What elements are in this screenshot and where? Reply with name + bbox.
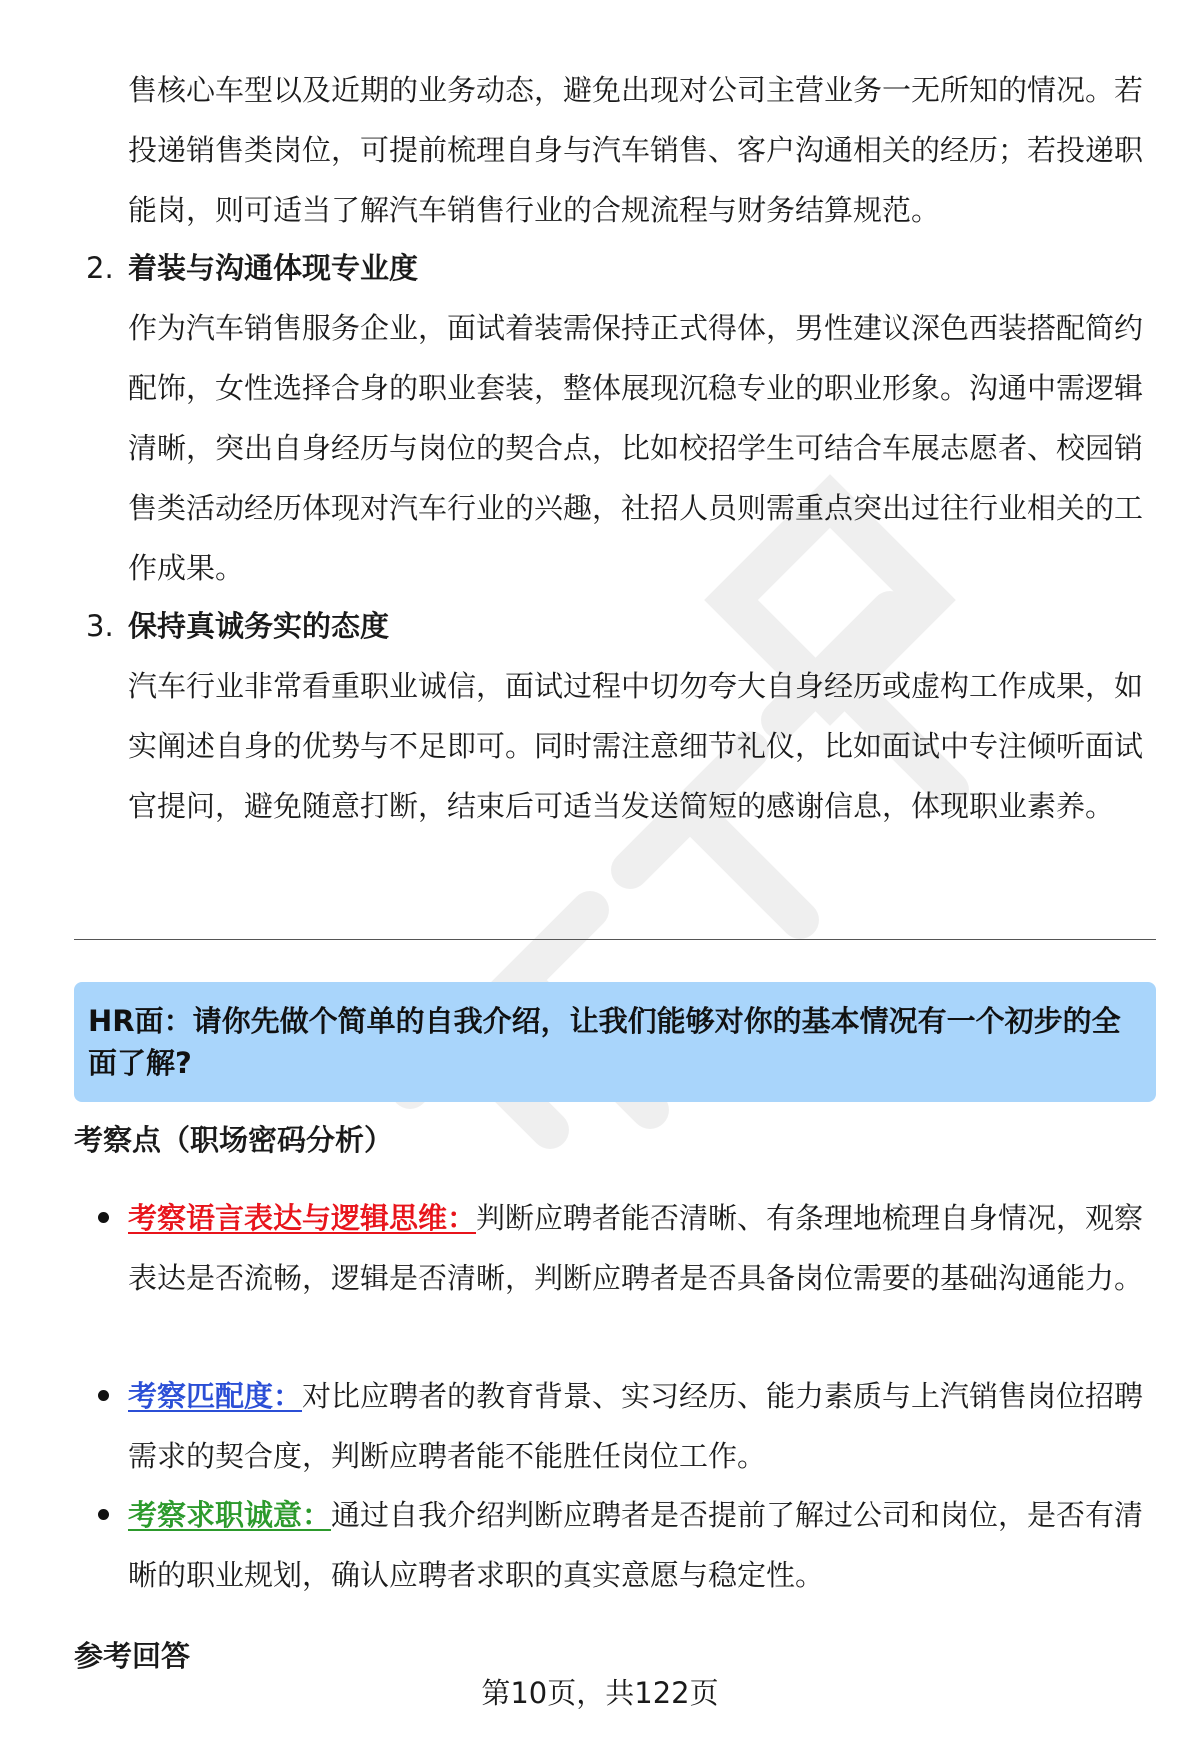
tip-number: 2. xyxy=(86,251,114,285)
exam-point-text: 对比应聘者的教育背景、实习经历、能力素质与上汽销售岗位招聘需求的契合度，判断应聘者能不能胜任岗位工作。 xyxy=(128,1379,1144,1473)
page-number: 第10页，共122页 xyxy=(481,1676,719,1710)
tip-number: 3. xyxy=(86,609,114,643)
intro-paragraph: 售核心车型以及近期的业务动态，避免出现对公司主营业务一无所知的情况。若投递销售类岗位，可提前梳理自身与汽车销售、客户沟通相关的经历；若投递职能岗，则可适当了解汽车销售行业的合规流程与财务结算规范。 xyxy=(128,73,1144,227)
exam-point-keyword: 考察语言表达与逻辑思维： xyxy=(128,1201,477,1235)
exam-point-text: 通过自我介绍判断应聘者是否提前了解过公司和岗位，是否有清晰的职业规划，确认应聘者求职的真实意愿与稳定性。 xyxy=(128,1498,1144,1592)
tip-heading: 保持真诚务实的态度 xyxy=(128,609,390,643)
reference-answer-heading: 参考回答 xyxy=(74,1639,191,1673)
tip-item-2 xyxy=(86,238,1146,298)
exam-point-keyword: 考察求职诚意： xyxy=(128,1498,332,1532)
exam-point-item xyxy=(98,1188,1146,1308)
interview-question: HR面：请你先做个简单的自我介绍，让我们能够对你的基本情况有一个初步的全面了解? xyxy=(88,1004,1121,1080)
exam-point-text: 判断应聘者能否清晰、有条理地梳理自身情况，观察表达是否流畅，逻辑是否清晰，判断应聘者是否具备岗位需要的基础沟通能力。 xyxy=(128,1201,1144,1295)
bullet-icon xyxy=(98,1485,128,1605)
tip-body: 作为汽车销售服务企业，面试着装需保持正式得体，男性建议深色西装搭配简约配饰，女性选择合身的职业套装，整体展现沉稳专业的职业形象。沟通中需逻辑清晰，突出自身经历与岗位的契合点，比如校招学生可结合车展志愿者、校园销售类活动经历体现对汽车行业的兴趣，社招人员则需重点突出过往行业相关的工作成果。 xyxy=(128,311,1144,585)
exam-point-keyword: 考察匹配度： xyxy=(128,1379,303,1413)
exam-point-item xyxy=(98,1485,1146,1605)
interview-question-box xyxy=(74,982,1156,1102)
tip-item-3 xyxy=(86,596,1146,656)
bullet-icon xyxy=(98,1366,128,1486)
section-divider xyxy=(74,939,1156,940)
exam-points-heading: 考察点（职场密码分析） xyxy=(74,1123,394,1157)
tip-heading: 着装与沟通体现专业度 xyxy=(128,251,419,285)
exam-point-item xyxy=(98,1366,1146,1486)
tip-body: 汽车行业非常看重职业诚信，面试过程中切勿夸大自身经历或虚构工作成果，如实阐述自身的优势与不足即可。同时需注意细节礼仪，比如面试中专注倾听面试官提问，避免随意打断，结束后可适当发送简短的感谢信息，体现职业素养。 xyxy=(128,669,1144,823)
bullet-icon xyxy=(98,1188,128,1308)
